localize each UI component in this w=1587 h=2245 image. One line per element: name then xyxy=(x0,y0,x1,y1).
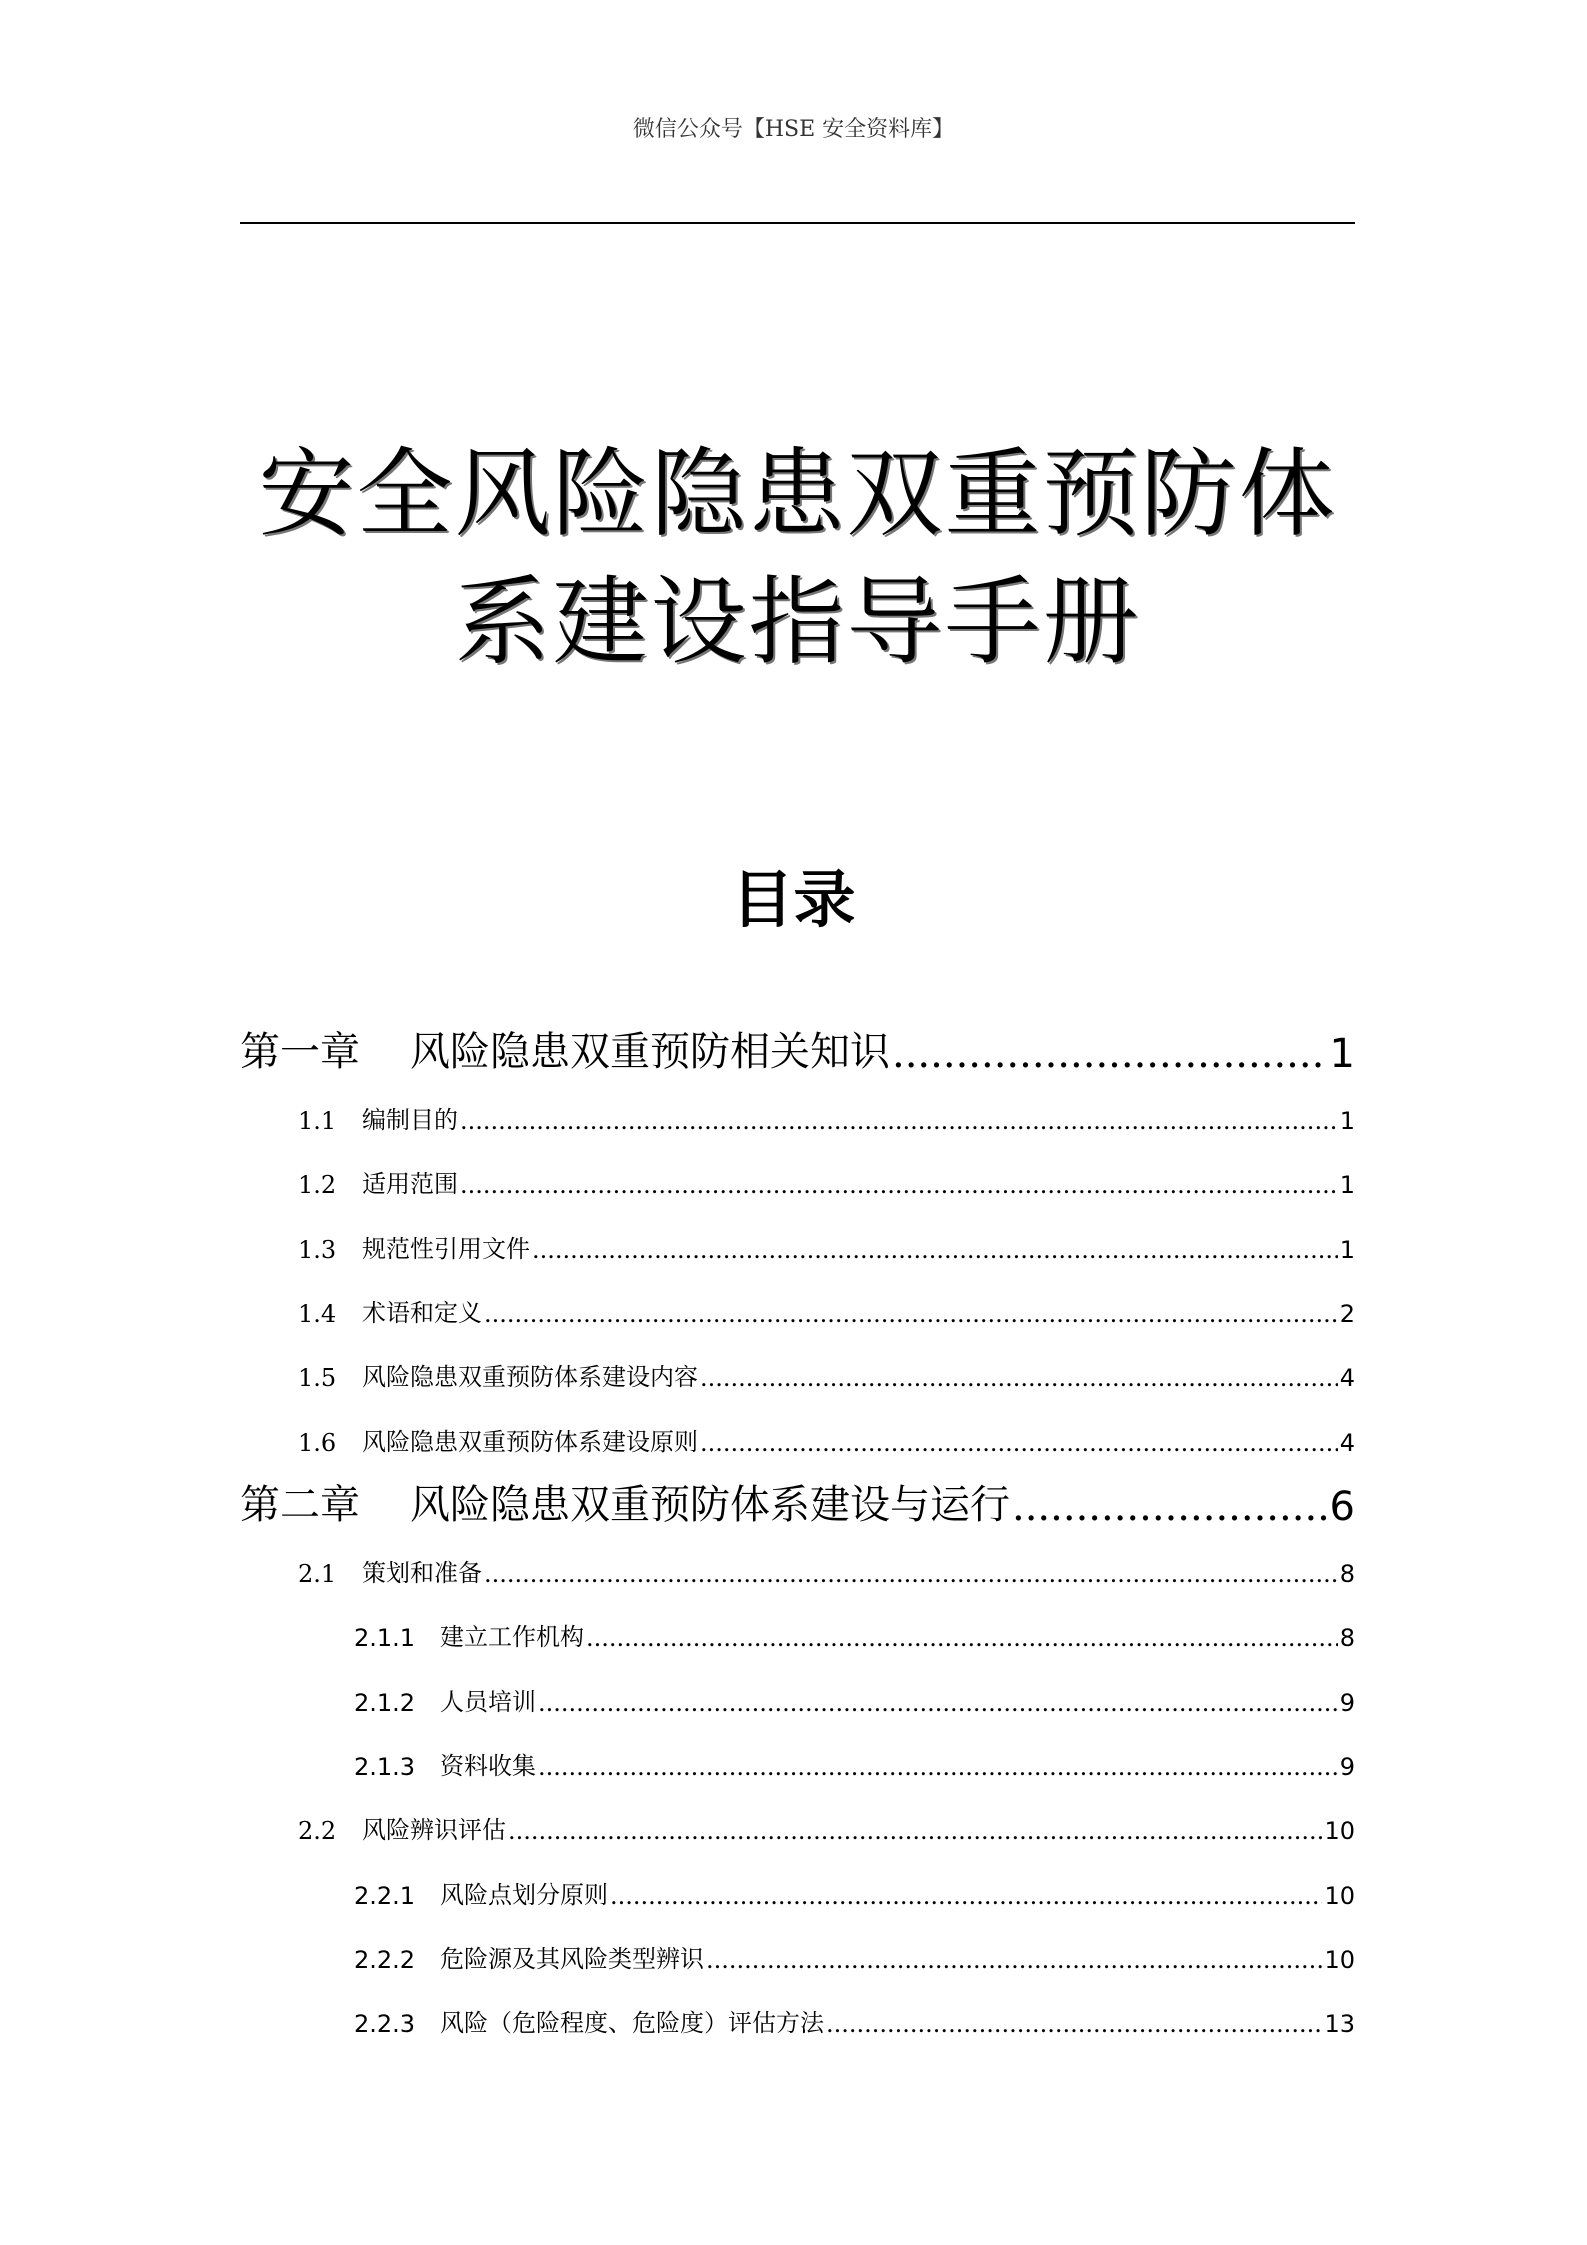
document-title xyxy=(240,430,1355,686)
toc-entry-number: 1.5 xyxy=(298,1364,337,1392)
toc-entry-2-2-2[interactable] xyxy=(354,1942,1355,1974)
toc-entry-number: 2.1.3 xyxy=(354,1753,416,1781)
toc-entry-page: 10 xyxy=(1324,1882,1355,1910)
toc-entry-label: 风险隐患双重预防体系建设内容 xyxy=(362,1363,698,1391)
toc-entry-number: 2.2.1 xyxy=(354,1882,416,1910)
toc-dot-leader xyxy=(586,1628,1338,1652)
toc-entry-label: 建立工作机构 xyxy=(440,1623,584,1651)
toc-entry-label: 风险（危险程度、危险度）评估方法 xyxy=(440,2009,824,2037)
toc-entry-page: 6 xyxy=(1329,1484,1355,1530)
toc-entry-number: 第二章 xyxy=(240,1482,360,1528)
toc-dot-leader xyxy=(484,1564,1338,1588)
toc-dot-leader xyxy=(700,1368,1338,1392)
toc-entry-label: 风险隐患双重预防体系建设原则 xyxy=(362,1428,698,1456)
toc-entry-chapter-1[interactable] xyxy=(240,1025,1355,1077)
toc-entry-page: 1 xyxy=(1329,1031,1355,1077)
toc-dot-leader xyxy=(538,1693,1338,1717)
toc-dot-leader xyxy=(484,1304,1338,1328)
document-title-line-1: 安全风险隐患双重预防体 xyxy=(258,438,1337,550)
toc-entry-label: 风险隐患双重预防相关知识 xyxy=(410,1029,890,1075)
toc-entry-label: 风险隐患双重预防体系建设与运行 xyxy=(410,1482,1010,1528)
toc-dot-leader xyxy=(892,1037,1328,1077)
toc-dot-leader xyxy=(700,1433,1338,1457)
toc-dot-leader xyxy=(460,1175,1338,1199)
toc-entry-number: 1.1 xyxy=(298,1107,337,1135)
toc-entry-number: 2.1.2 xyxy=(354,1689,416,1717)
toc-entry-number: 2.1.1 xyxy=(354,1624,416,1652)
toc-entry-number: 2.1 xyxy=(298,1560,337,1588)
toc-dot-leader xyxy=(508,1821,1322,1845)
toc-dot-leader xyxy=(1012,1490,1328,1530)
toc-entry-page: 9 xyxy=(1339,1753,1355,1781)
toc-entry-number: 1.3 xyxy=(298,1236,337,1264)
toc-dot-leader xyxy=(826,2014,1322,2038)
toc-entry-page: 1 xyxy=(1339,1107,1355,1135)
page-header: 微信公众号【HSE 安全资料库】 xyxy=(632,117,955,142)
toc-entry-page: 2 xyxy=(1339,1300,1355,1328)
toc-entry-page: 8 xyxy=(1339,1624,1355,1652)
toc-entry-label: 资料收集 xyxy=(440,1752,536,1780)
toc-entry-number: 2.2.2 xyxy=(354,1946,416,1974)
toc-entry-2-1-3[interactable] xyxy=(354,1749,1355,1781)
toc-entry-2-1-2[interactable] xyxy=(354,1685,1355,1717)
toc-entry-label: 术语和定义 xyxy=(362,1299,482,1327)
toc-entry-number: 1.6 xyxy=(298,1429,337,1457)
toc-entry-1-4[interactable] xyxy=(298,1296,1355,1328)
toc-entry-2-2-1[interactable] xyxy=(354,1878,1355,1910)
toc-dot-leader xyxy=(532,1240,1338,1264)
toc-entry-label: 适用范围 xyxy=(362,1170,458,1198)
toc-entry-page: 9 xyxy=(1339,1689,1355,1717)
document-title-line-2: 系建设指导手册 xyxy=(454,566,1141,678)
toc-entry-2-1[interactable] xyxy=(298,1556,1355,1588)
toc-entry-chapter-2[interactable] xyxy=(240,1478,1355,1530)
toc-entry-label: 危险源及其风险类型辨识 xyxy=(440,1945,704,1973)
toc-entry-page: 8 xyxy=(1339,1560,1355,1588)
toc-entry-2-2[interactable] xyxy=(298,1813,1355,1845)
toc-entry-2-2-3[interactable] xyxy=(354,2006,1355,2038)
toc-dot-leader xyxy=(460,1111,1338,1135)
toc-entry-page: 4 xyxy=(1339,1429,1355,1457)
toc-entry-1-2[interactable] xyxy=(298,1167,1355,1199)
toc-entry-label: 策划和准备 xyxy=(362,1559,482,1587)
toc-entry-page: 10 xyxy=(1324,1817,1355,1845)
toc-dot-leader xyxy=(706,1950,1322,1974)
toc-entry-number: 2.2 xyxy=(298,1817,337,1845)
toc-entry-page: 10 xyxy=(1324,1946,1355,1974)
toc-entry-page: 13 xyxy=(1324,2010,1355,2038)
toc-entry-label: 规范性引用文件 xyxy=(362,1235,530,1263)
toc-entry-label: 风险点划分原则 xyxy=(440,1881,608,1909)
toc-entry-label: 风险辨识评估 xyxy=(362,1816,506,1844)
toc-entry-label: 人员培训 xyxy=(440,1688,536,1716)
toc-heading: 目录 xyxy=(731,863,856,936)
toc-entry-number: 第一章 xyxy=(240,1029,360,1075)
toc-entry-1-3[interactable] xyxy=(298,1232,1355,1264)
toc-entry-label: 编制目的 xyxy=(362,1106,458,1134)
toc-entry-page: 4 xyxy=(1339,1364,1355,1392)
toc-entry-number: 1.2 xyxy=(298,1171,337,1199)
toc-entry-1-5[interactable] xyxy=(298,1360,1355,1392)
toc-entry-1-6[interactable] xyxy=(298,1425,1355,1457)
toc-entry-2-1-1[interactable] xyxy=(354,1620,1355,1652)
toc-entry-number: 1.4 xyxy=(298,1300,337,1328)
toc-entry-1-1[interactable] xyxy=(298,1103,1355,1135)
toc-entry-page: 1 xyxy=(1339,1236,1355,1264)
toc-dot-leader xyxy=(538,1757,1338,1781)
toc-entry-number: 2.2.3 xyxy=(354,2010,416,2038)
toc-entry-page: 1 xyxy=(1339,1171,1355,1199)
toc-dot-leader xyxy=(610,1886,1322,1910)
header-divider xyxy=(240,222,1355,224)
